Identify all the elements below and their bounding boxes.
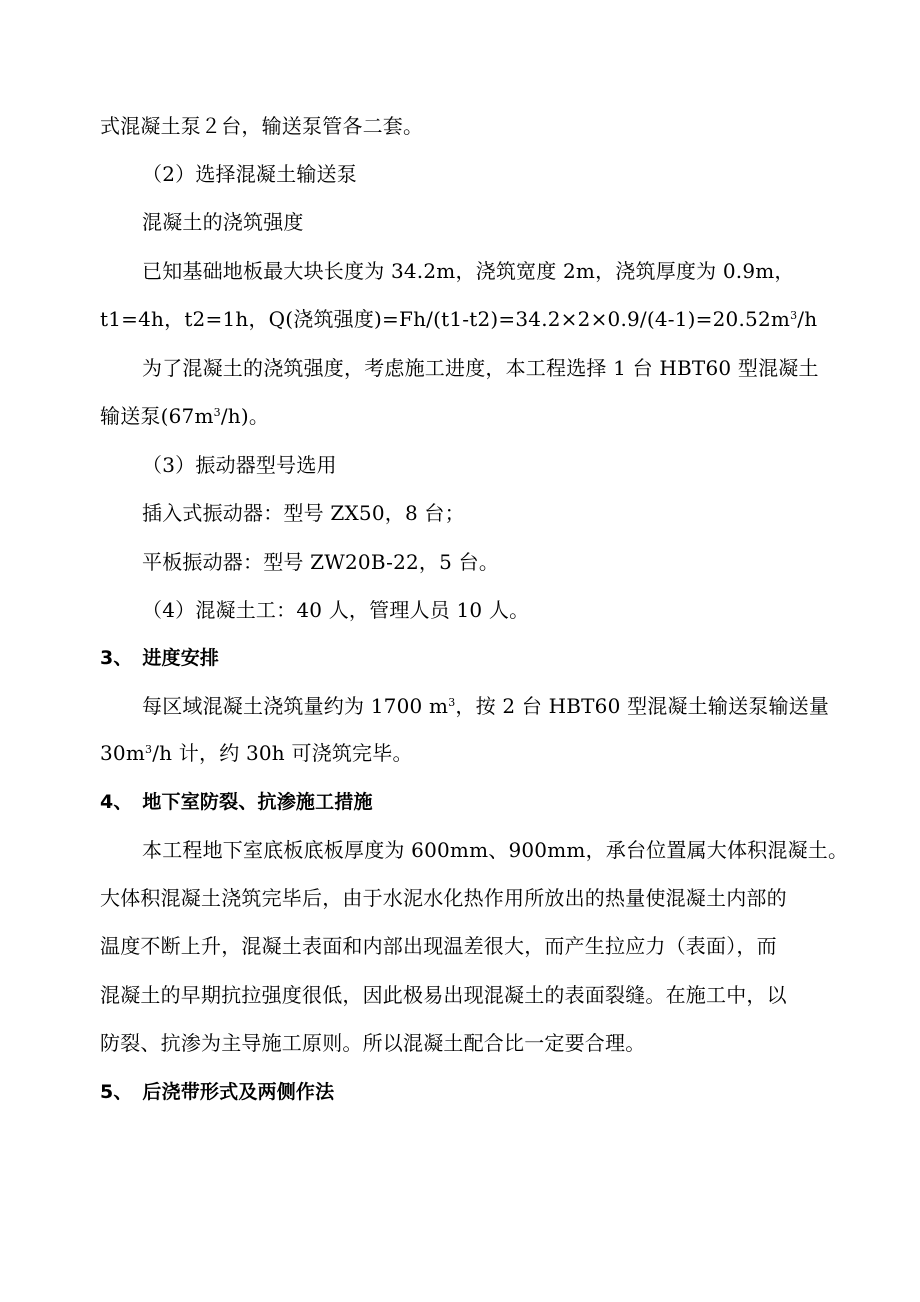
section-heading-schedule: 3、 进度安排 <box>100 647 220 669</box>
text-line: 为了混凝土的浇筑强度，考虑施工进度，本工程选择 1 台 HBT60 型混凝土 <box>142 356 819 380</box>
text-line: 每区域混凝土浇筑量约为 1700 $m^3$，按 2 台 HBT60 型混凝土输送泵输送量 <box>142 694 830 718</box>
subsection-labor: （4）混凝土工：40 人，管理人员 10 人。 <box>142 598 530 622</box>
subsection-vibrator-selection: （3）振动器型号选用 <box>142 453 337 477</box>
text-line: 插入式振动器：型号 ZX50，8 台； <box>142 501 465 525</box>
subsection-pump-selection: （2）选择混凝土输送泵 <box>142 162 357 186</box>
section-heading-post-pour-strip: 5、 后浇带形式及两侧作法 <box>100 1081 335 1103</box>
text-line: $30m^3/h$ 计，约 30h 可浇筑完毕。 <box>100 741 413 765</box>
section-heading-crack-prevention: 4、 地下室防裂、抗渗施工措施 <box>100 791 373 813</box>
text-line: 温度不断上升，混凝土表面和内部出现温差很大，而产生拉应力（表面），而 <box>100 934 777 958</box>
text-line: 本工程地下室底板底板厚度为 600mm、900mm，承台位置属大体积混凝土。 <box>142 838 849 862</box>
formula-line: t1=4h，t2=1h，Q(浇筑强度)$=Fh/(t1-t2)=34.2\times 2\times 0.9/(4-1)=20.52m^3/h$ <box>100 307 818 331</box>
text-line: 大体积混凝土浇筑完毕后，由于水泥水化热作用所放出的热量使混凝土内部的 <box>100 886 787 910</box>
text-line: 防裂、抗渗为主导施工原则。所以混凝土配合比一定要合理。 <box>100 1031 646 1055</box>
text-line: 输送泵$(67m^3/h)$。 <box>100 404 270 428</box>
text-line: 混凝土的浇筑强度 <box>142 210 304 234</box>
text-line: 平板振动器：型号 ZW20B-22，5 台。 <box>142 550 500 574</box>
text-line: 已知基础地板最大块长度为 34.2m，浇筑宽度 2m，浇筑厚度为 0.9m， <box>142 259 795 283</box>
text-line: 混凝土的早期抗拉强度很低，因此极易出现混凝土的表面裂缝。在施工中，以 <box>100 983 787 1007</box>
text-line: 式混凝土泵２台，输送泵管各二套。 <box>100 114 424 138</box>
